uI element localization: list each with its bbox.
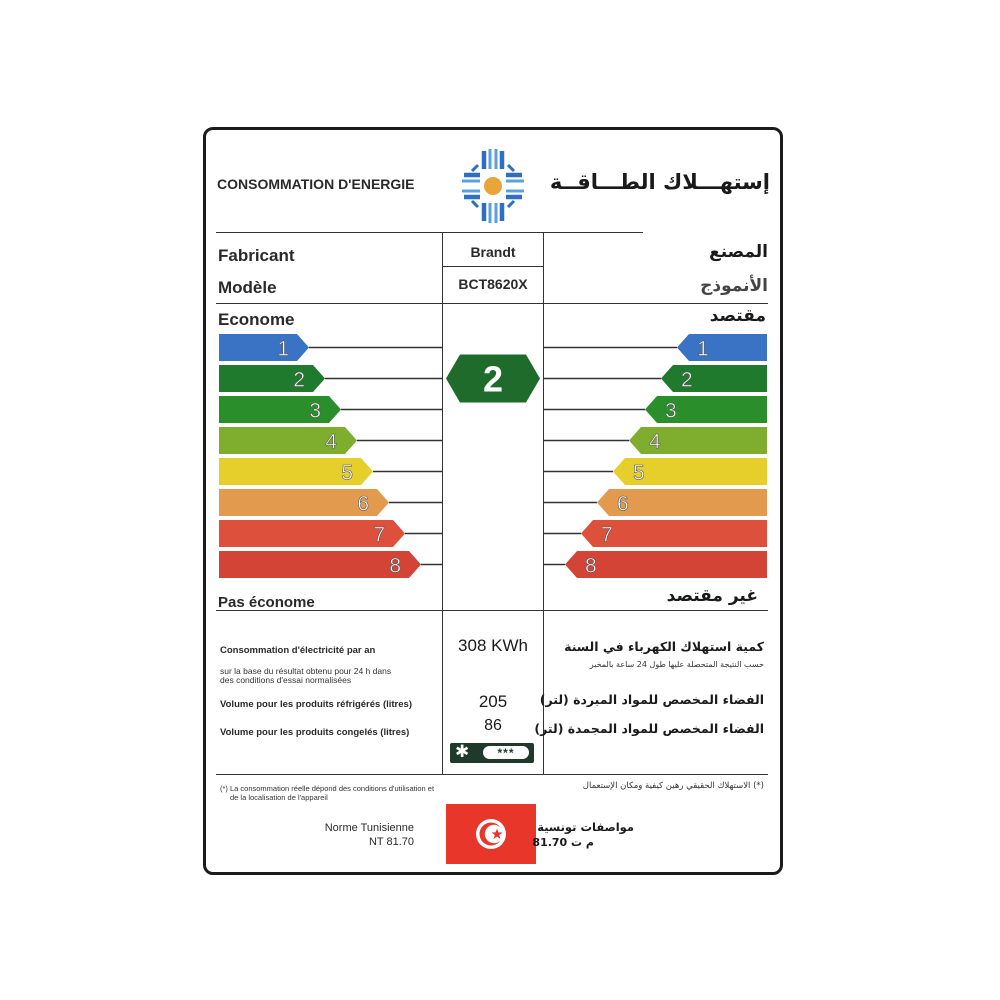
standard-fr-1: Norme Tunisienne	[324, 822, 414, 834]
class-label-left-4: 4	[325, 430, 337, 454]
manufacturer-label-fr: Fabricant	[218, 246, 295, 265]
class-label-right-2: 2	[681, 368, 693, 392]
class-row-7	[219, 520, 767, 547]
class-bar-left-3	[219, 396, 341, 423]
freezer-star-rating	[450, 743, 534, 763]
class-label-left-5: 5	[341, 461, 353, 485]
tunisia-flag-icon	[446, 804, 536, 864]
class-label-left-1: 1	[277, 337, 289, 361]
consumption-label-fr: Consommation d'électricité par an	[220, 645, 376, 656]
freezer-stars: ***	[483, 746, 529, 759]
title-ar: إستهـــلاك الطـــاقــة	[549, 170, 770, 194]
consumption-note-ar: حسب النتيجة المتحصلة عليها طول 24 ساعة بالمخبر	[589, 660, 764, 669]
class-label-left-2: 2	[293, 368, 305, 392]
pas-econome-label-ar: غير مقتصد	[666, 586, 758, 606]
class-bar-right-3	[645, 396, 767, 423]
model-label-fr: Modèle	[218, 278, 277, 297]
footnote-fr-2: de la localisation de l'appareil	[230, 793, 328, 802]
class-row-6	[219, 489, 767, 516]
class-row-4	[219, 427, 767, 454]
snowflake-icon: ✱	[455, 742, 470, 762]
class-label-right-6: 6	[617, 492, 629, 516]
class-row-5	[219, 458, 767, 485]
rating-value: 2	[482, 358, 504, 400]
class-label-right-3: 3	[665, 399, 677, 423]
econome-label-ar: مقتصد	[709, 306, 766, 326]
title-fr: CONSOMMATION D'ENERGIE	[217, 176, 415, 192]
model-value: BCT8620X	[458, 276, 528, 292]
class-label-right-8: 8	[585, 554, 597, 578]
energy-label	[203, 127, 783, 875]
class-label-right-4: 4	[649, 430, 661, 454]
class-label-right-1: 1	[697, 337, 709, 361]
econome-label-fr: Econome	[218, 310, 295, 329]
class-label-left-6: 6	[357, 492, 369, 516]
class-label-left-8: 8	[389, 554, 401, 578]
class-label-right-5: 5	[633, 461, 645, 485]
class-bar-right-2	[661, 365, 767, 392]
frozen-value: 86	[484, 717, 502, 734]
manufacturer-label-ar: المصنع	[709, 242, 768, 262]
efficiency-scale	[206, 130, 780, 610]
class-label-left-3: 3	[309, 399, 321, 423]
model-label-ar: الأنموذج	[700, 276, 768, 296]
manufacturer-value: Brandt	[470, 244, 516, 260]
class-bar-right-1	[677, 334, 767, 361]
frozen-label-ar: الفضاء المخصص للمواد المجمدة (لتر)	[534, 721, 764, 736]
consumption-note-fr-1: sur la base du résultat obtenu pour 24 h dans	[220, 666, 392, 676]
class-label-left-7: 7	[373, 523, 385, 547]
footnote-ar: (*) الاستهلاك الحقيقي رهين كيفية ومكان الإستعمال	[582, 781, 764, 791]
consumption-label-ar: كمية استهلاك الكهرباء في السنة	[564, 639, 764, 654]
footnote-fr-1: (*) La consommation réelle dépond des conditions d'utilisation et	[220, 784, 435, 793]
class-row-8	[219, 551, 767, 578]
frozen-label-fr: Volume pour les produits congelés (litres)	[220, 727, 410, 738]
refrigerated-value: 205	[478, 692, 508, 711]
standard-fr-2: NT 81.70	[368, 836, 414, 848]
standard-ar-1: مواصفات تونسية	[537, 820, 634, 834]
pas-econome-label-fr: Pas économe	[218, 594, 315, 611]
refrigerated-label-fr: Volume pour les produits réfrigérés (litres)	[220, 699, 412, 710]
consumption-note-fr-2: des conditions d'essai normalisées	[220, 675, 352, 685]
consumption-value: 308 KWh	[458, 636, 528, 655]
refrigerated-label-ar: الفضاء المخصص للمواد المبردة (لتر)	[539, 692, 764, 707]
class-bar-left-1	[219, 334, 309, 361]
class-label-right-7: 7	[601, 523, 613, 547]
class-bar-left-2	[219, 365, 325, 392]
standard-ar-2: م ت 81.70	[532, 836, 594, 849]
